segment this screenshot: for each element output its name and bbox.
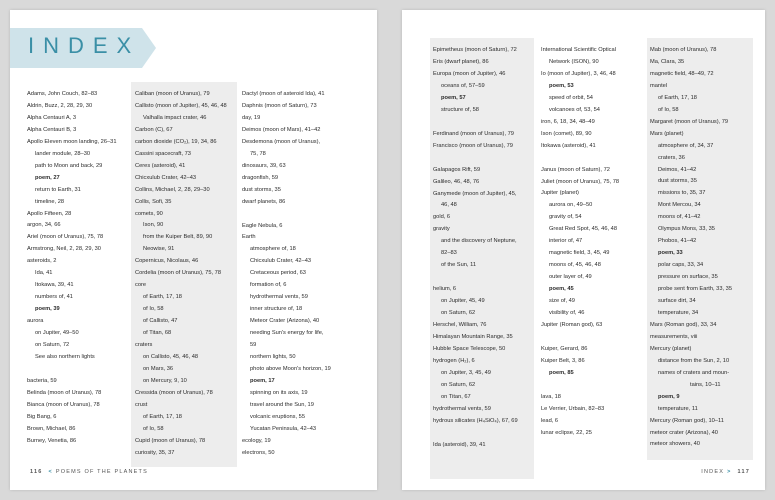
index-column-1 <box>27 89 131 448</box>
index-entry: temperature, 11 <box>658 405 698 412</box>
index-entry: 82–83 <box>441 250 457 257</box>
chevron-left-icon: < <box>48 469 53 475</box>
index-entry: Juliet (moon of Uranus), 75, 78 <box>541 178 620 185</box>
index-entry: poem, 17 <box>250 377 275 384</box>
index-entry: Eagle Nebula, 6 <box>242 222 283 229</box>
index-entry: mantel <box>650 82 668 89</box>
index-entry: Adams, John Couch, 82–83 <box>27 91 98 97</box>
index-entry: Herschel, William, 76 <box>433 322 487 329</box>
index-entry: magnetic field, 48–49, 72 <box>650 70 714 77</box>
index-entry: outer layer of, 49 <box>549 274 592 281</box>
index-entry: Cupid (moon of Uranus), 78 <box>135 437 206 444</box>
index-entry: Mercury (Roman god), 10–11 <box>650 417 724 424</box>
index-entry: Ariel (moon of Uranus), 75, 78 <box>27 234 104 241</box>
index-entry: Galileo, 46, 48, 76 <box>433 178 480 185</box>
index-entry: Neowise, 91 <box>143 246 175 253</box>
index-entry: aurora on, 49–50 <box>549 202 593 209</box>
index-entry: moons of, 41–42 <box>658 214 701 221</box>
index-entry: poem, 39 <box>35 306 60 313</box>
index-entry: gravity of, 54 <box>549 214 582 221</box>
index-entry: spinning on its axis, 19 <box>250 389 308 396</box>
index-banner <box>10 28 142 68</box>
index-entry: volcanic eruptions, 55 <box>250 413 306 420</box>
index-entry: Apollo Fifteen, 28 <box>27 210 72 217</box>
index-entry: Ganymede (moon of Jupiter), 45, <box>433 190 517 197</box>
index-entry: poem, 9 <box>658 393 680 400</box>
index-entry: Chicxulub Crater, 42–43 <box>135 174 197 181</box>
index-entry: craters, 36 <box>658 154 685 161</box>
index-entry: interior of, 47 <box>549 238 583 245</box>
index-entry: lava, 18 <box>541 393 561 400</box>
index-entry: Epimetheus (moon of Saturn), 72 <box>433 47 517 53</box>
index-entry: iron, 6, 18, 34, 48–49 <box>541 118 595 125</box>
index-entry: numbers of, 41 <box>35 294 73 301</box>
index-entry: Mont Mercou, 34 <box>658 202 701 209</box>
index-entry: of the Sun, 11 <box>441 262 476 269</box>
index-entry: comets, 90 <box>135 210 163 217</box>
index-entry: Mercury (planet) <box>650 345 692 352</box>
index-entry: poem, 45 <box>549 286 574 293</box>
index-entry: Mars (planet) <box>650 130 684 137</box>
index-entry: Apollo Eleven moon landing, 26–31 <box>27 138 117 145</box>
index-entry: temperature, 34 <box>658 309 699 316</box>
index-column-6 <box>647 38 753 460</box>
index-entry: dragonfish, 59 <box>242 174 279 181</box>
index-entry: Burney, Venetia, 86 <box>27 437 77 444</box>
index-entry: Deimos (moon of Mars), 41–42 <box>242 126 321 133</box>
index-entry: atmosphere of, 34, 37 <box>658 142 714 149</box>
footer-left <box>27 469 148 475</box>
index-entry: Earth <box>242 234 256 241</box>
index-entry: 59 <box>250 342 257 349</box>
index-entry: travel around the Sun, 19 <box>250 401 314 408</box>
footer-right <box>701 469 753 475</box>
index-entry: Cretaceous period, 63 <box>250 270 306 277</box>
index-entry: Cressida (moon of Uranus), 78 <box>135 389 213 396</box>
index-entry: hydrous silicates (H₄SiO₄), 67, 69 <box>433 417 518 424</box>
index-entry: dust storms, 35 <box>658 178 697 185</box>
index-entry: of Earth, 17, 18 <box>658 94 697 101</box>
index-entry: formation of, 6 <box>250 282 287 289</box>
book-title: POEMS OF THE PLANETS <box>55 469 148 475</box>
index-entry: Ida (asteroid), 39, 41 <box>433 441 486 448</box>
index-entry: Desdemona (moon of Uranus), <box>242 138 321 145</box>
index-entry: meteor crater (Arizona), 40 <box>650 429 718 436</box>
index-entry: Yucatan Peninsula, 42–43 <box>250 425 317 432</box>
index-entry: timeline, 28 <box>35 198 65 205</box>
index-entry: oceans of, 57–59 <box>441 82 485 89</box>
index-entry: poem, 33 <box>658 250 683 257</box>
index-entry: photo above Moon's horizon, 19 <box>250 365 331 372</box>
index-entry: helium, 6 <box>433 286 457 293</box>
index-entry: day, 19 <box>242 114 261 121</box>
index-entry: of Io, 58 <box>658 106 679 113</box>
index-entry: on Saturn, 62 <box>441 310 476 317</box>
index-entry: Copernicus, Nicolaus, 46 <box>135 258 199 265</box>
index-entry: Deimos, 41–42 <box>658 166 697 173</box>
index-entry: on Callisto, 45, 46, 48 <box>143 353 199 360</box>
index-entry: Janus (moon of Saturn), 72 <box>541 166 610 173</box>
index-entry: pressure on surface, 35 <box>658 274 718 281</box>
index-entry: lead, 6 <box>541 417 559 424</box>
index-entry: Ceres (asteroid), 41 <box>135 162 186 169</box>
index-entry: hydrogen (H₂), 6 <box>433 357 475 364</box>
index-entry: on Saturn, 62 <box>441 381 476 388</box>
index-entry: distance from the Sun, 2, 10 <box>658 357 730 364</box>
index-entry: See also northern lights <box>35 353 95 360</box>
index-entry: Aldrin, Buzz, 2, 28, 29, 30 <box>27 102 93 109</box>
index-entry: Kuiper Belt, 3, 86 <box>541 357 585 364</box>
index-entry: Olympus Mons, 33, 35 <box>658 226 715 233</box>
index-entry: 75, 78 <box>250 150 266 157</box>
index-entry: return to Earth, 31 <box>35 186 81 193</box>
index-entry: Le Verrier, Urbain, 82–83 <box>541 405 605 412</box>
index-entry: surface dirt, 34 <box>658 298 696 305</box>
index-entry: Hubble Space Telescope, 50 <box>433 345 506 352</box>
index-entry: on Jupiter, 3, 45, 49 <box>441 369 491 376</box>
index-entry: path to Moon and back, 29 <box>35 162 103 169</box>
index-entry: Ferdinand (moon of Uranus), 79 <box>433 130 514 137</box>
right-page <box>402 10 765 490</box>
index-entry: poem, 53 <box>549 82 574 89</box>
index-entry: on Titan, 67 <box>441 393 471 400</box>
index-entry: dinosaurs, 39, 63 <box>242 162 286 169</box>
index-entry: Galapagos Rift, 59 <box>433 166 481 173</box>
index-entry: dwarf planets, 86 <box>242 198 286 205</box>
index-entry: on Mercury, 9, 10 <box>143 377 187 384</box>
index-entry: Mars (Roman god), 33, 34 <box>650 321 717 328</box>
page-number: 117 <box>737 469 750 475</box>
index-entry: missions to, 35, 37 <box>658 190 706 197</box>
index-entry: Ida, 41 <box>35 270 53 277</box>
index-entry: on Mars, 36 <box>143 365 174 372</box>
index-entry: Collis, Sofi, 35 <box>135 198 172 205</box>
index-entry: aurora <box>27 318 44 325</box>
index-entry: poem, 85 <box>549 369 574 376</box>
index-entry: dust storms, 35 <box>242 186 281 193</box>
index-entry: measurements, viii <box>650 333 698 340</box>
index-entry: lander module, 28–30 <box>35 150 91 157</box>
index-entry: Francisco (moon of Uranus), 79 <box>433 142 513 149</box>
page-number: 116 <box>30 469 43 475</box>
index-entry: of Io, 58 <box>143 425 164 432</box>
index-entry: of Titan, 68 <box>143 330 172 337</box>
index-entry: needing Sun's energy for life, <box>250 330 324 337</box>
index-entry: poem, 27 <box>35 174 60 181</box>
index-entry: Carbon (C), 67 <box>135 126 173 133</box>
index-entry: argon, 34, 66 <box>27 222 61 229</box>
index-entry: names of craters and moun- <box>658 369 730 376</box>
index-entry: tains, 10–11 <box>690 381 721 388</box>
index-entry: craters <box>135 342 153 349</box>
section-title: INDEX <box>701 469 725 475</box>
index-entry: Phobos, 41–42 <box>658 238 697 245</box>
index-entry: electrons, 50 <box>242 449 275 456</box>
index-entry: of Earth, 17, 18 <box>143 294 182 301</box>
index-entry: Chicxulub Crater, 42–43 <box>250 258 312 265</box>
index-entry: poem, 57 <box>441 94 466 101</box>
index-entry: carbon dioxide (CO₂), 19, 34, 86 <box>135 138 217 145</box>
index-entry: moons of, 45, 46, 48 <box>549 262 601 269</box>
index-entry: Great Red Spot, 45, 46, 48 <box>549 226 617 233</box>
index-entry: Dactyl (moon of asteroid Ida), 41 <box>242 91 325 97</box>
index-entry: ecology, 19 <box>242 437 271 444</box>
index-entry: probe sent from Earth, 33, 35 <box>658 286 732 293</box>
index-entry: Ison (comet), 89, 90 <box>541 130 592 137</box>
index-entry: of Earth, 17, 18 <box>143 413 182 420</box>
index-entry: Ison, 90 <box>143 222 164 229</box>
index-entry: Daphnis (moon of Saturn), 73 <box>242 102 317 109</box>
index-entry: Alpha Centauri B, 3 <box>27 126 77 133</box>
index-entry: speed of orbit, 54 <box>549 94 593 101</box>
index-entry: Brown, Michael, 86 <box>27 425 76 432</box>
index-entry: atmosphere of, 18 <box>250 246 296 253</box>
index-entry: of Io, 58 <box>143 306 164 313</box>
index-entry: Jupiter (planet) <box>541 190 579 197</box>
index-entry: Caliban (moon of Uranus), 79 <box>135 91 210 97</box>
chevron-right-icon: > <box>727 469 732 475</box>
index-entry: Callisto (moon of Jupiter), 45, 46, 48 <box>135 102 227 109</box>
index-entry: hydrothermal vents, 59 <box>433 405 491 412</box>
page-title: INDEX <box>28 33 141 58</box>
index-column-5 <box>541 45 645 440</box>
index-entry: size of, 49 <box>549 298 575 305</box>
index-entry: asteroids, 2 <box>27 258 57 265</box>
index-entry: Cordelia (moon of Uranus), 75, 78 <box>135 270 221 277</box>
index-column-4 <box>430 38 534 479</box>
index-entry: from the Kuiper Belt, 89, 90 <box>143 234 213 241</box>
index-entry: Eris (dwarf planet), 86 <box>433 58 489 65</box>
index-entry: hydrothermal vents, 59 <box>250 294 308 301</box>
index-entry: Belinda (moon of Uranus), 78 <box>27 389 102 396</box>
index-entry: of Callisto, 47 <box>143 318 178 325</box>
index-entry: on Jupiter, 49–50 <box>35 330 79 337</box>
index-column-2 <box>131 82 237 467</box>
index-entry: and the discovery of Neptune, <box>441 238 517 245</box>
index-entry: Jupiter (Roman god), 63 <box>541 321 603 328</box>
index-entry: Alpha Centauri A, 3 <box>27 114 77 121</box>
index-entry: Armstrong, Neil, 2, 28, 29, 30 <box>27 246 101 253</box>
index-entry: 46, 48 <box>441 202 457 209</box>
index-entry: bacteria, 59 <box>27 377 57 384</box>
index-entry: meteor showers, 40 <box>650 441 700 448</box>
index-entry: Mab (moon of Uranus), 78 <box>650 47 717 53</box>
index-entry: Network (ISON), 90 <box>549 58 599 65</box>
left-page <box>10 10 377 490</box>
index-entry: Collins, Michael, 2, 28, 29–30 <box>135 186 210 193</box>
index-entry: gold, 6 <box>433 214 451 221</box>
index-entry: Europa (moon of Jupiter), 46 <box>433 70 506 77</box>
index-entry: structure of, 58 <box>441 106 479 113</box>
index-entry: International Scientific Optical <box>541 47 616 53</box>
index-entry: Bianca (moon of Uranus), 78 <box>27 401 100 408</box>
index-entry: Himalayan Mountain Range, 35 <box>433 334 513 341</box>
index-entry: Io (moon of Jupiter), 3, 46, 48 <box>541 70 616 77</box>
index-entry: Itokawa (asteroid), 41 <box>541 142 596 149</box>
index-entry: gravity <box>433 226 450 233</box>
index-entry: Margaret (moon of Uranus), 79 <box>650 118 729 125</box>
index-column-3 <box>242 89 360 460</box>
index-entry: Kuiper, Gerard, 86 <box>541 345 588 352</box>
index-entry: northern lights, 50 <box>250 354 296 361</box>
index-entry: Cassini spacecraft, 73 <box>135 150 191 157</box>
index-entry: polar caps, 33, 34 <box>658 262 704 269</box>
index-entry: Big Bang, 6 <box>27 413 57 420</box>
index-entry: crust <box>135 401 148 408</box>
index-entry: lunar eclipse, 22, 25 <box>541 429 592 436</box>
index-entry: core <box>135 282 147 289</box>
index-entry: inner structure of, 18 <box>250 306 303 313</box>
index-entry: volcanoes of, 53, 54 <box>549 106 600 113</box>
index-entry: on Jupiter, 45, 49 <box>441 298 485 305</box>
index-entry: curiosity, 35, 37 <box>135 449 175 456</box>
index-entry: Meteor Crater (Arizona), 40 <box>250 318 320 325</box>
index-entry: magnetic field, 3, 45, 49 <box>549 250 610 257</box>
index-entry: visibility of, 46 <box>549 310 585 317</box>
index-entry: Ma, Clara, 35 <box>650 58 685 65</box>
index-entry: Valhalla impact crater, 46 <box>143 114 207 121</box>
index-entry: Itokawa, 39, 41 <box>35 282 74 289</box>
index-entry: on Saturn, 72 <box>35 342 70 349</box>
